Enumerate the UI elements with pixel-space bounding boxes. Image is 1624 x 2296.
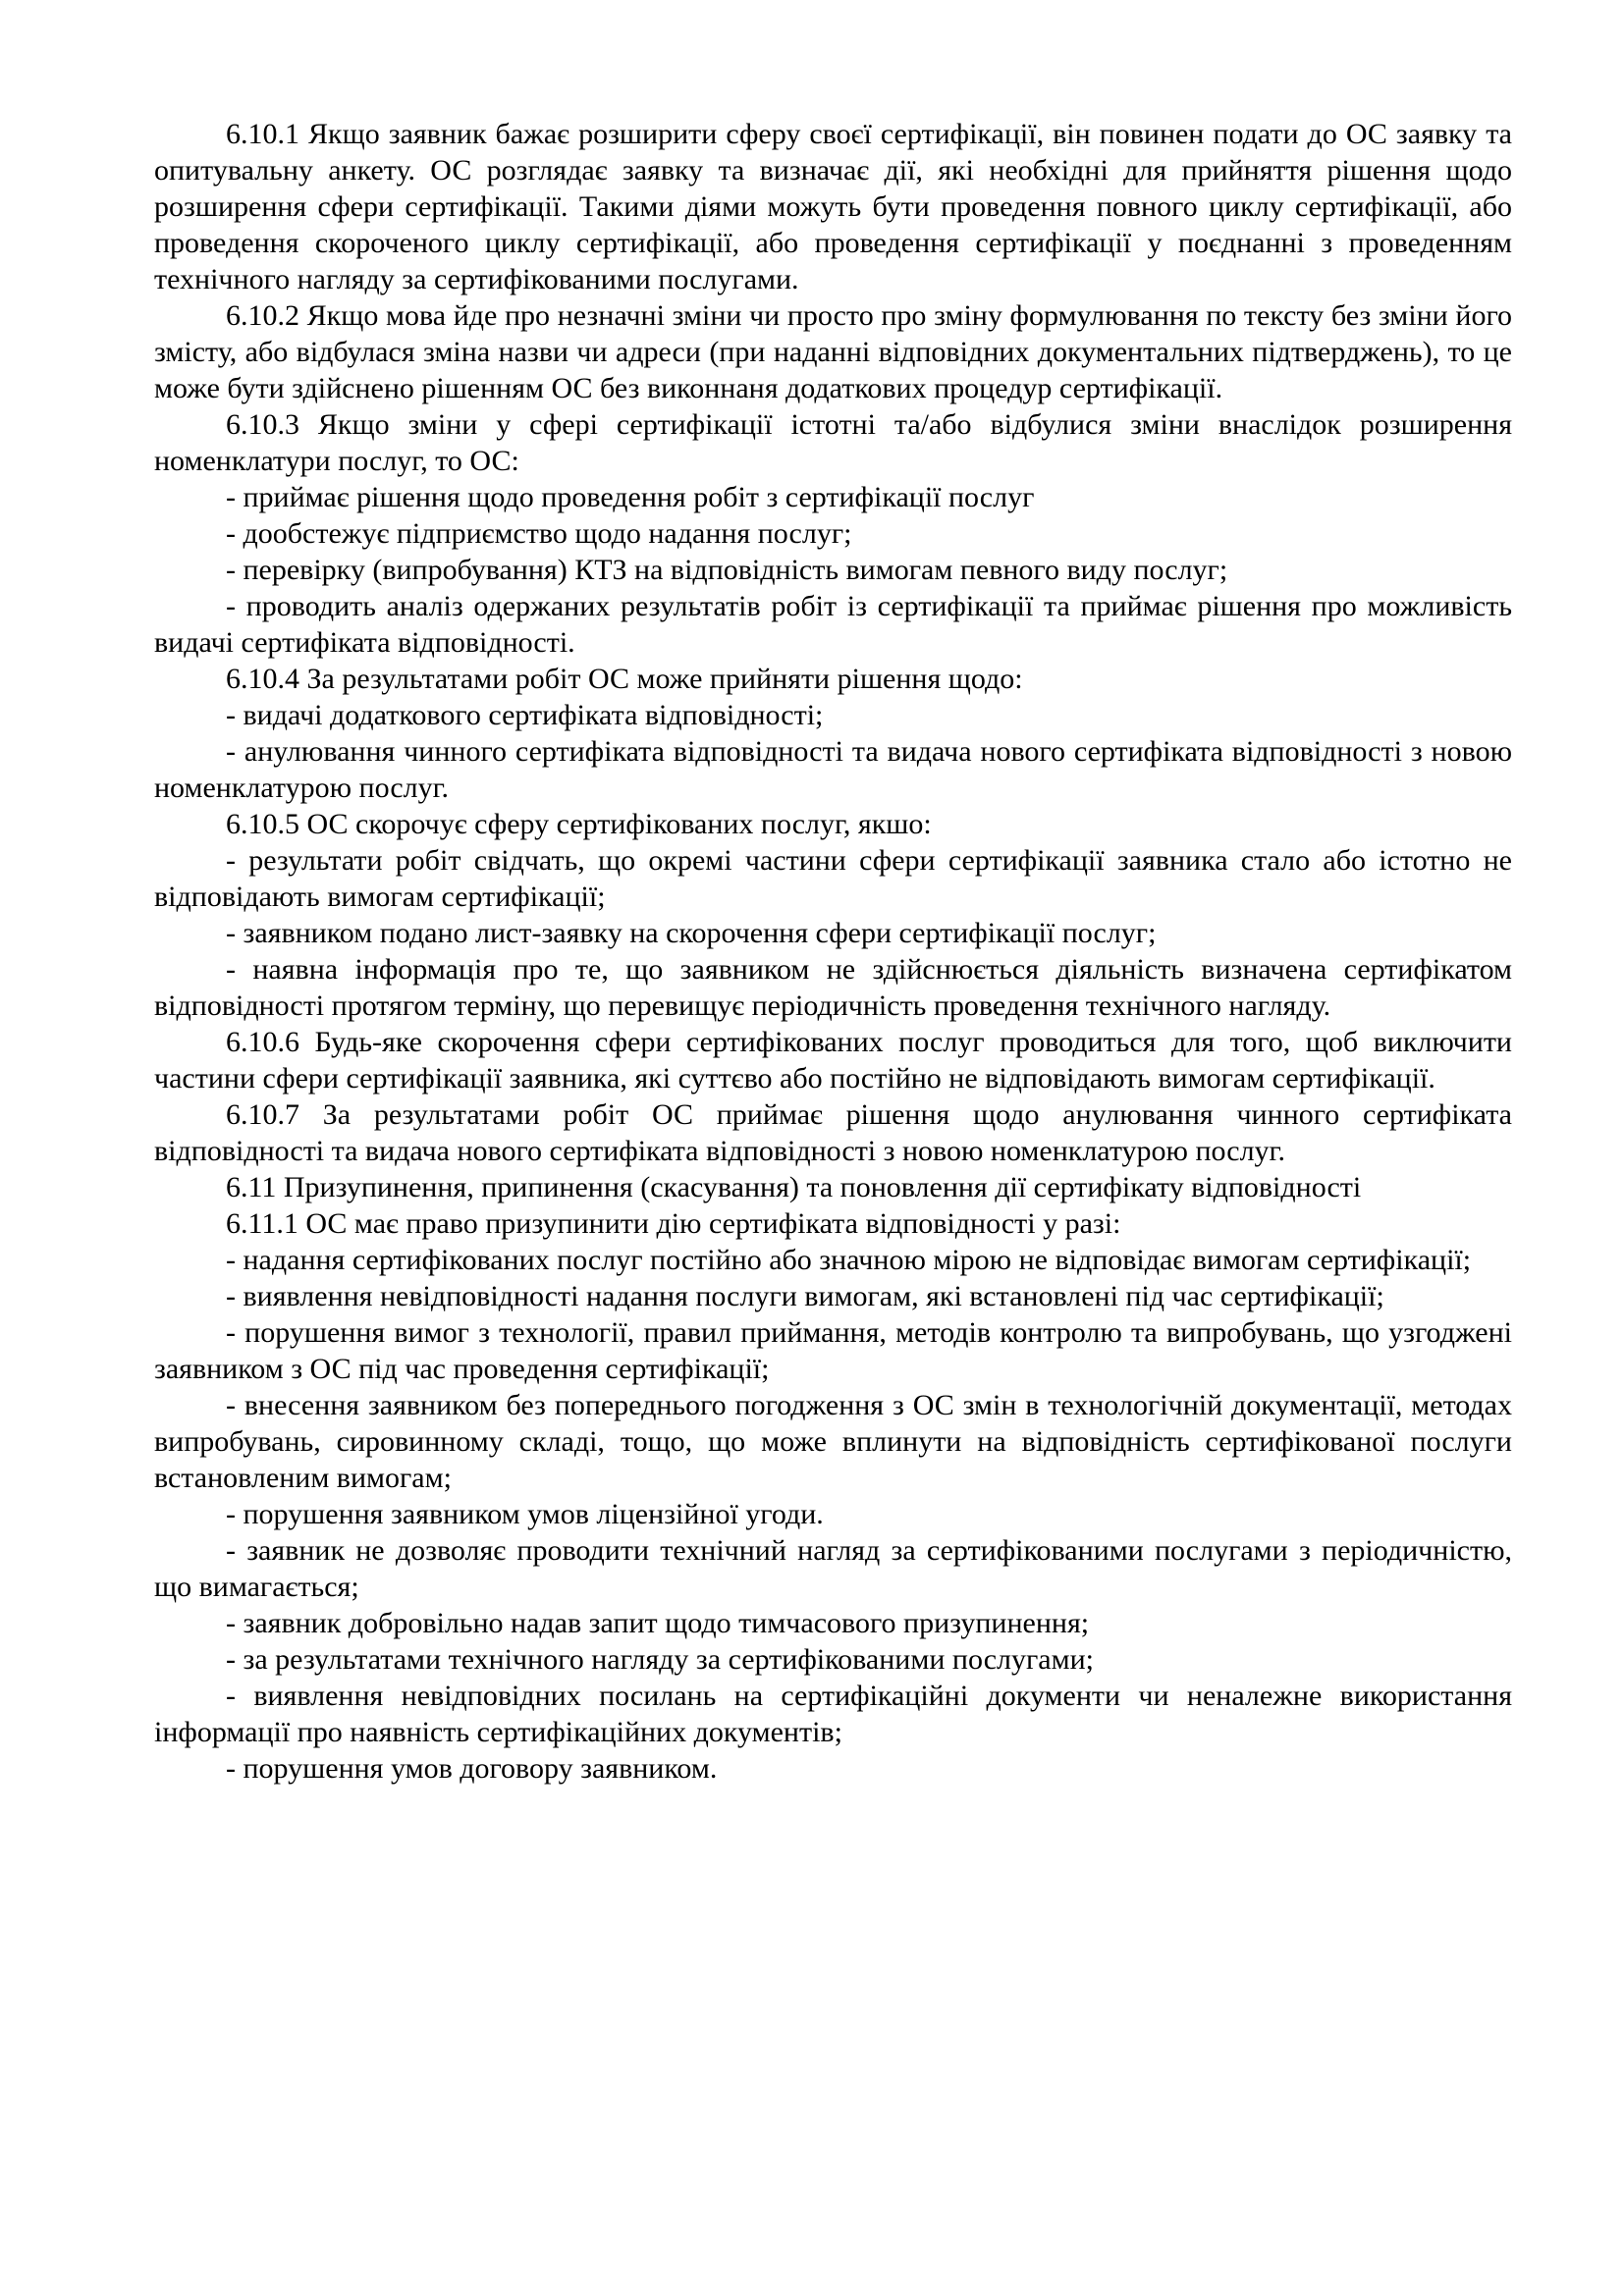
- section-6-11-heading: 6.11 Призупинення, припинення (скасування) та поновлення дії сертифікату відповідності: [226, 1171, 1362, 1203]
- list-item: - дообстежує підприємство щодо надання послуг;: [226, 517, 852, 550]
- clause-6-10-4: 6.10.4 За результатами робіт ОС може прийняти рішення щодо:: [226, 663, 1023, 695]
- list-item: - результати робіт свідчать, що окремі частини сфери сертифікації заявника стало або істотно не відповідають вимогам сертифікації;: [154, 844, 1512, 913]
- list-item: - порушення вимог з технології, правил приймання, методів контролю та випробувань, що узгоджені заявником з ОС під час проведення сертифікації;: [154, 1316, 1512, 1385]
- list-item: - виявлення невідповідності надання послуги вимогам, які встановлені під час сертифікації;: [226, 1280, 1384, 1312]
- list-item: - виявлення невідповідних посилань на сертифікаційні документи чи неналежне використання інформації про наявність сертифікаційних документів;: [154, 1680, 1512, 1748]
- list-item: - проводить аналіз одержаних результатів робіт із сертифікації та приймає рішення про можливість видачі сертифіката відповідності.: [154, 590, 1512, 659]
- list-item: - внесення заявником без попереднього погодження з ОС змін в технологічній документації, методах випробувань, сировинному складі, тощо, що може вплинути на відповідність сертифікованої послуги встановленим вимогам;: [154, 1389, 1512, 1494]
- clause-6-10-5: 6.10.5 ОС скорочує сферу сертифікованих послуг, якшо:: [226, 808, 932, 840]
- list-item: - заявник не дозволяє проводити технічний нагляд за сертифікованими послугами з періодичністю, що вимагається;: [154, 1534, 1512, 1603]
- clause-6-10-2: 6.10.2 Якщо мова йде про незначні зміни чи просто про зміну формулювання по тексту без зміни його змісту, або відбулася зміна назви чи адреси (при наданні відповідних документальних підтверджень), то це може бути здійснено рішенням ОС без виконнаня додаткових процедур сертифікації.: [154, 299, 1512, 404]
- clause-6-10-1: 6.10.1 Якщо заявник бажає розширити сферу своєї сертифікації, він повинен подати до ОС заявку та опитувальну анкету. ОС розглядає заявку та визначає дії, які необхідні для прийняття рішення щодо розширення сфери сертифікації. Такими діями можуть бути проведення повного циклу сертифікації, або проведення скороченого циклу сертифікації, або проведення сертифікації у поєднанні з проведенням технічного нагляду за сертифікованими послугами.: [154, 118, 1512, 295]
- clause-6-10-3: 6.10.3 Якщо зміни у сфері сертифікації істотні та/або відбулися зміни внаслідок розширення номенклатури послуг, то ОС:: [154, 408, 1512, 477]
- list-item: - приймає рішення щодо проведення робіт з сертифікації послуг: [226, 481, 1035, 513]
- list-item: - надання сертифікованих послуг постійно або значною мірою не відповідає вимогам сертифікації;: [226, 1244, 1472, 1276]
- list-item: - видачі додаткового сертифіката відповідності;: [226, 699, 824, 731]
- clause-6-11-1: 6.11.1 ОС має право призупинити дію сертифіката відповідності у разі:: [226, 1207, 1121, 1240]
- clause-6-10-6: 6.10.6 Будь-яке скорочення сфери сертифікованих послуг проводиться для того, щоб виключити частини сфери сертифікації заявника, які суттєво або постійно не відповідають вимогам сертифікації.: [154, 1026, 1512, 1095]
- list-item: - заявником подано лист-заявку на скорочення сфери сертифікації послуг;: [226, 917, 1157, 949]
- list-item: - порушення умов договору заявником.: [226, 1752, 718, 1785]
- clause-6-10-7: 6.10.7 За результатами робіт ОС приймає рішення щодо анулювання чинного сертифіката відповідності та видача нового сертифіката відповідності з новою номенклатурою послуг.: [154, 1098, 1512, 1167]
- list-item: - анулювання чинного сертифіката відповідності та видача нового сертифіката відповідності з новою номенклатурою послуг.: [154, 735, 1512, 804]
- list-item: - перевірку (випробування) КТЗ на відповідність вимогам певного виду послуг;: [226, 554, 1228, 586]
- document-page: [154, 116, 1512, 1787]
- list-item: - порушення заявником умов ліцензійної угоди.: [226, 1498, 824, 1530]
- list-item: - за результатами технічного нагляду за сертифікованими послугами;: [226, 1643, 1094, 1676]
- list-item: - наявна інформація про те, що заявником не здійснюється діяльність визначена сертифікатом відповідності протягом терміну, що перевищує періодичність проведення технічного нагляду.: [154, 953, 1512, 1022]
- list-item: - заявник добровільно надав запит щодо тимчасового призупинення;: [226, 1607, 1090, 1639]
